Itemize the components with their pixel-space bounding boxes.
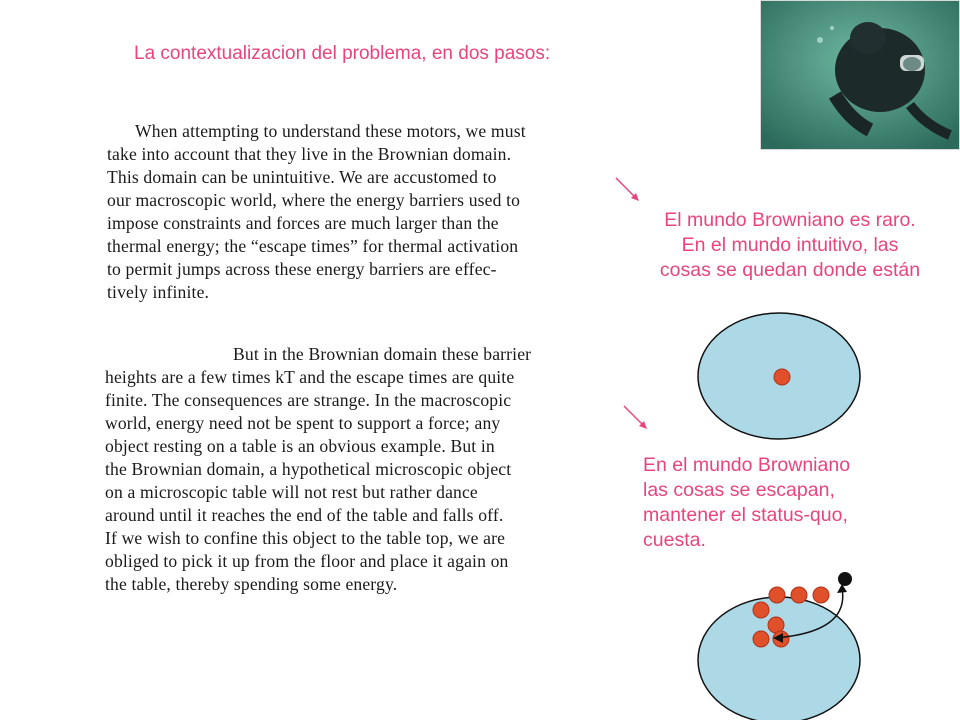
excerpt2-line: finite. The consequences are strange. In the macroscopic xyxy=(105,390,512,410)
excerpt2-line: obliged to pick it up from the floor and place it again on xyxy=(105,551,509,571)
particle xyxy=(791,587,807,603)
note2-line: mantener el status-quo, xyxy=(643,504,848,526)
excerpt2-line: But in the Brownian domain these barrier xyxy=(233,344,532,364)
book-excerpt-2 xyxy=(105,343,531,596)
particle xyxy=(813,587,829,603)
note2-line: En el mundo Browniano xyxy=(643,454,851,476)
stable-cell-diagram xyxy=(695,310,865,445)
excerpt1-line: tively infinite. xyxy=(107,282,210,302)
excerpt1-line: This domain can be unintuitive. We are accustomed to xyxy=(107,167,497,187)
excerpt2-line: the table, thereby spending some energy. xyxy=(105,574,398,594)
pointer-arrow-icon xyxy=(620,400,660,440)
excerpt2-line: world, energy need not be spent to support a force; any xyxy=(105,413,501,433)
note2-line: las cosas se escapan, xyxy=(643,479,835,501)
excerpt2-line: heights are a few times kT and the escape times are quite xyxy=(105,367,515,387)
excerpt1-line: thermal energy; the “escape times” for thermal activation xyxy=(107,236,519,256)
diver-photo xyxy=(760,0,960,150)
note2-line: cuesta. xyxy=(643,529,706,551)
book-excerpt-1 xyxy=(107,120,526,304)
slide-title: La contextualizacion del problema, en dos pasos: xyxy=(134,43,551,64)
note1-line: En el mundo intuitivo, las xyxy=(681,234,899,256)
excerpt1-line: to permit jumps across these energy barriers are effec- xyxy=(107,259,497,279)
excerpt1-line: take into account that they live in the Brownian domain. xyxy=(107,144,512,164)
excerpt2-line: around until it reaches the end of the table and falls off. xyxy=(105,505,504,525)
particle xyxy=(753,602,769,618)
diver-photo-icon xyxy=(760,0,960,150)
note1-line: El mundo Browniano es raro. xyxy=(664,209,916,231)
note1-line: cosas se quedan donde están xyxy=(659,259,921,281)
excerpt1-line: our macroscopic world, where the energy barriers used to xyxy=(107,190,521,210)
excerpt2-line: on a microscopic table will not rest but rather dance xyxy=(105,482,478,502)
escaping-cell-diagram xyxy=(695,570,870,720)
escaped-particle xyxy=(838,572,852,586)
pointer-arrow-icon xyxy=(612,170,652,210)
note-intuitive-world xyxy=(620,208,960,283)
excerpt2-line: If we wish to confine this object to the table top, we are xyxy=(105,528,506,548)
excerpt2-line: object resting on a table is an obvious example. But in xyxy=(105,436,495,456)
note-brownian-world xyxy=(643,453,943,553)
particle xyxy=(769,587,785,603)
excerpt2-line: the Brownian domain, a hypothetical microscopic object xyxy=(105,459,512,479)
particle xyxy=(753,631,769,647)
excerpt1-line: When attempting to understand these motors, we must xyxy=(135,121,526,141)
excerpt1-line: impose constraints and forces are much larger than the xyxy=(107,213,499,233)
